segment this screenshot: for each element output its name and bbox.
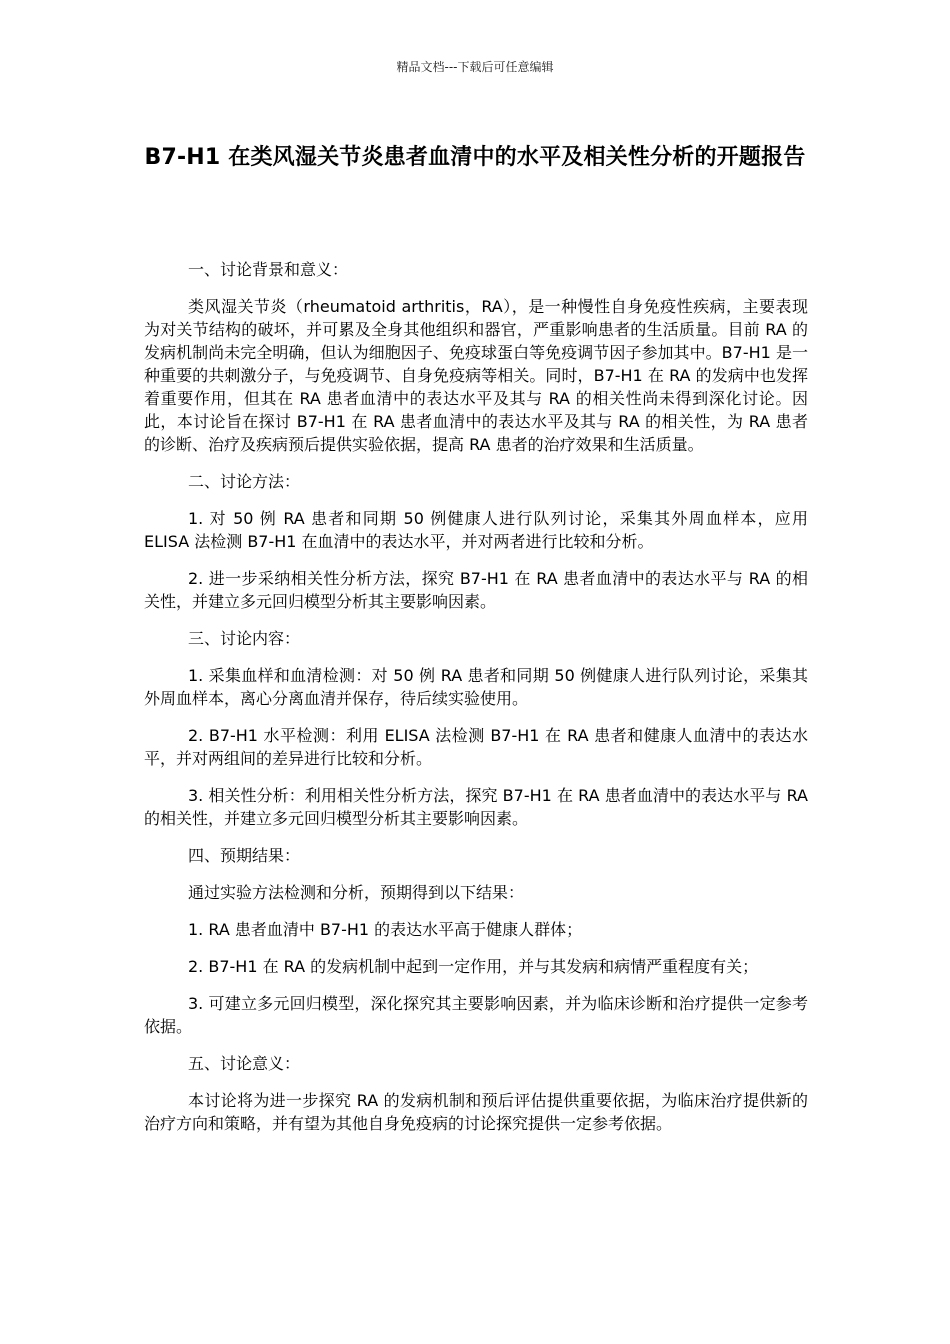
paragraph-background: 类风湿关节炎（rheumatoid arthritis，RA），是一种慢性自身免疫性疾病，主要表现为对关节结构的破坏，并可累及全身其他组织和器官，严重影响患者的生活质量。目前 RA 的发病机制尚未完全明确，但认为细胞因子、免疫球蛋白等免疫调节因子参加其中。B7-H1 是一种重要的共刺激分子，与免疫调节、自身免疫病等相关。同时，B7-H1 在 RA 的发病中也发挥着重要作用，但其在 RA 患者血清中的表达水平及其与 RA 的相关性尚未得到深化讨论。因此，本讨论旨在探讨 B7-H1 在 RA 患者血清中的表达水平及其与 RA 的相关性，为 RA 患者的诊断、治疗及疾病预后提供实验依据，提高 RA 患者的治疗效果和生活质量。 xyxy=(144,297,808,454)
section-heading-significance: 五、讨论意义： xyxy=(188,1054,301,1073)
section-heading-expected-results: 四、预期结果： xyxy=(188,846,301,865)
paragraph-significance: 本讨论将为进一步探究 RA 的发病机制和预后评估提供重要依据，为临床治疗提供新的治疗方向和策略，并有望为其他自身免疫病的讨论探究提供一定参考依据。 xyxy=(144,1091,808,1133)
paragraph-method-1: 1. 对 50 例 RA 患者和同期 50 例健康人进行队列讨论，采集其外周血样本，应用 ELISA 法检测 B7-H1 在血清中的表达水平，并对两者进行比较和分析。 xyxy=(144,509,808,551)
section-heading-methods: 二、讨论方法： xyxy=(188,472,301,491)
header-note: 精品文档---下载后可任意编辑 xyxy=(396,60,554,74)
paragraph-result-1: 1. RA 患者血清中 B7-H1 的表达水平高于健康人群体； xyxy=(188,920,583,939)
paragraph-content-3: 3. 相关性分析：利用相关性分析方法，探究 B7-H1 在 RA 患者血清中的表达水平与 RA 的相关性，并建立多元回归模型分析其主要影响因素。 xyxy=(144,786,808,828)
paragraph-method-2: 2. 进一步采纳相关性分析方法，探究 B7-H1 在 RA 患者血清中的表达水平与 RA 的相关性，并建立多元回归模型分析其主要影响因素。 xyxy=(144,569,808,611)
document-title: B7-H1 在类风湿关节炎患者血清中的水平及相关性分析的开题报告 xyxy=(144,145,806,170)
paragraph-results-intro: 通过实验方法检测和分析，预期得到以下结果： xyxy=(188,883,525,902)
section-heading-background: 一、讨论背景和意义： xyxy=(188,260,349,279)
paragraph-content-2: 2. B7-H1 水平检测：利用 ELISA 法检测 B7-H1 在 RA 患者和健康人血清中的表达水平，并对两组间的差异进行比较和分析。 xyxy=(144,726,808,768)
section-heading-content: 三、讨论内容： xyxy=(188,629,301,648)
paragraph-result-3: 3. 可建立多元回归模型，深化探究其主要影响因素，并为临床诊断和治疗提供一定参考依据。 xyxy=(144,994,808,1036)
paragraph-content-1: 1. 采集血样和血清检测：对 50 例 RA 患者和同期 50 例健康人进行队列讨论，采集其外周血样本，离心分离血清并保存，待后续实验使用。 xyxy=(144,666,808,708)
document-body xyxy=(144,258,808,1149)
paragraph-result-2: 2. B7-H1 在 RA 的发病机制中起到一定作用，并与其发病和病情严重程度有关； xyxy=(188,957,759,976)
